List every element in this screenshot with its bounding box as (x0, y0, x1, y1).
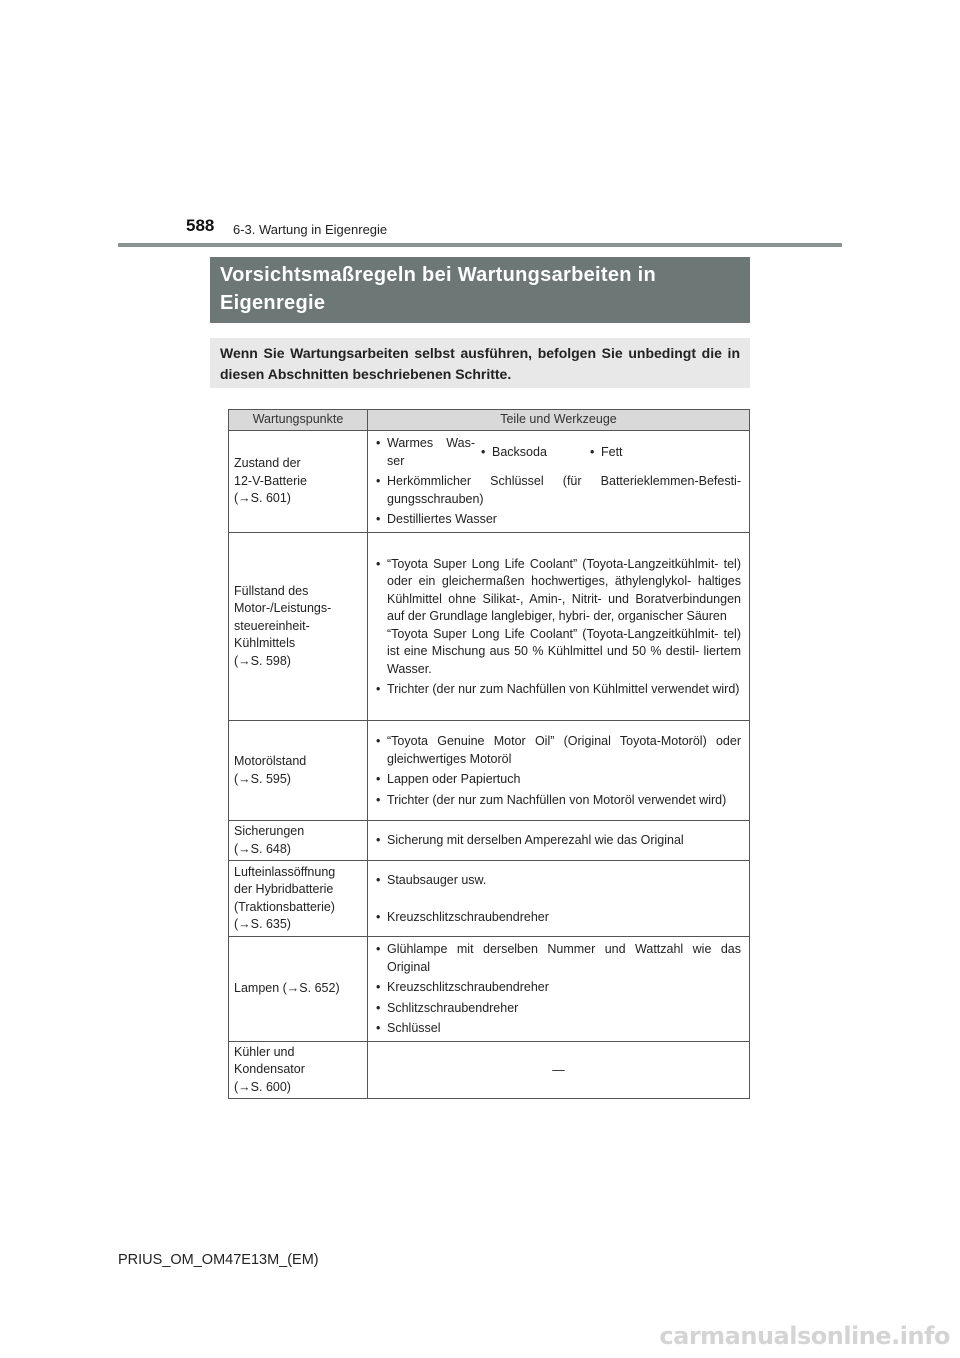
section-heading: 6-3. Wartung in Eigenregie (233, 222, 388, 237)
table-row (229, 821, 750, 861)
list-item: • Destilliertes Wasser (376, 511, 741, 529)
table-row (229, 721, 750, 821)
list-item-note: “Toyota Super Long Life Coolant” (Toyota-Langzeitkühlmit- tel) ist eine Mischung aus 50 % Kühlmittel und 50 % destil- liertem Wasser. (387, 626, 741, 676)
point-line: Kühlmittels (234, 636, 296, 651)
table-row (229, 431, 750, 533)
tools-cell (368, 533, 750, 721)
tools-list (376, 832, 741, 850)
column-header-maintenance-points: Wartungspunkte (229, 410, 368, 431)
list-item: • Schlitzschraubendreher (376, 1000, 741, 1018)
table-header-row (229, 410, 750, 431)
table-row (229, 533, 750, 721)
table-row (229, 937, 750, 1042)
maintenance-point-cell (229, 533, 368, 721)
list-item: • Herkömmlicher Schlüssel (für Batterieklemmen-Befesti- gungsschrauben) (376, 473, 741, 508)
point-line: (→S. 635) (234, 917, 291, 931)
list-item (376, 556, 741, 679)
point-line: (→S. 598) (234, 653, 291, 668)
tools-list (376, 733, 741, 809)
list-item: • Trichter (der nur zum Nachfüllen von Motoröl verwendet wird) (376, 792, 741, 810)
table-row (229, 1041, 750, 1099)
tools-list (376, 872, 741, 927)
maintenance-point-cell (229, 861, 368, 937)
tools-cell (368, 937, 750, 1042)
list-item-text: • “Toyota Super Long Life Coolant” (Toyota-Langzeitkühlmit- tel) oder ein gleichermaßen hochwertiges, äthylenglykol- haltiges Kühlmittel ohne Silikat-, Amin-, Nitrit- und Boratverbindungen auf der Grundlage langlebiger, hybri- der, organischer Säuren (387, 556, 741, 623)
intro-note: Wenn Sie Wartungsarbeiten selbst ausführen, befolgen Sie unbedingt die in diesen Abschnitten beschriebenen Schritte. (210, 338, 750, 388)
list-item: • Schlüssel (376, 1020, 741, 1038)
list-item: • Sicherung mit derselben Amperezahl wie das Original (376, 832, 741, 850)
point-line: Zustand der (234, 456, 301, 471)
point-line: Kühler und (234, 1044, 295, 1059)
column-header-parts-tools: Teile und Werkzeuge (368, 410, 750, 431)
point-line: (→S. 601) (234, 491, 291, 506)
tools-list (376, 473, 741, 529)
inline-item-group (376, 435, 741, 470)
list-item: • Kreuzschlitzschraubendreher (376, 979, 741, 997)
point-line: Motorölstand (234, 754, 307, 768)
table-row (229, 861, 750, 937)
point-line: (→S. 648) (234, 841, 291, 856)
point-line: Füllstand des (234, 583, 309, 598)
dash-placeholder: — (552, 1062, 565, 1077)
list-item: • Warmes Was- ser (376, 435, 475, 470)
page-number: 588 (186, 216, 215, 235)
maintenance-table (228, 409, 750, 1099)
page-title-line-1: Vorsichtsmaßregeln bei Wartungsarbeiten in (220, 264, 657, 286)
point-line: (→S. 600) (234, 1079, 291, 1094)
tools-cell (368, 861, 750, 937)
point-line: Kondensator (234, 1062, 305, 1076)
list-item: • Trichter (der nur zum Nachfüllen von Kühlmittel verwendet wird) (376, 681, 741, 699)
document-id: PRIUS_OM_OM47E13M_(EM) (118, 1252, 319, 1268)
maintenance-point-cell (229, 937, 368, 1042)
page-title (210, 257, 750, 323)
tools-cell (368, 821, 750, 861)
tools-list (376, 556, 741, 699)
point-line: (Traktionsbatterie) (234, 899, 335, 914)
list-item: • Lappen oder Papiertuch (376, 771, 741, 789)
maintenance-point-cell (229, 431, 368, 533)
watermark-logo: carmanualsonline.info (659, 1322, 950, 1350)
tools-cell (368, 431, 750, 533)
header-divider (118, 243, 842, 247)
point-line: steuereinheit- (234, 618, 310, 633)
point-line: Lampen (→S. 652) (234, 981, 340, 995)
point-line: Lufteinlassöffnung (234, 864, 336, 879)
point-line: Sicherungen (234, 824, 305, 838)
tools-cell (368, 721, 750, 821)
list-item: • Backsoda (481, 444, 584, 462)
list-item: • Glühlampe mit derselben Nummer und Wattzahl wie das Original (376, 941, 741, 976)
maintenance-point-cell (229, 821, 368, 861)
point-line: (→S. 595) (234, 771, 291, 786)
list-item: • “Toyota Genuine Motor Oil” (Original Toyota-Motoröl) oder gleichwertiges Motoröl (376, 733, 741, 768)
point-line: Motor-/Leistungs- (234, 601, 332, 616)
tools-list (376, 941, 741, 1038)
tools-cell-empty (368, 1041, 750, 1099)
list-item: • Staubsauger usw. (376, 872, 741, 890)
page-title-line-2: Eigenregie (220, 292, 326, 314)
point-line: der Hybridbatterie (234, 882, 334, 896)
maintenance-point-cell (229, 721, 368, 821)
maintenance-point-cell (229, 1041, 368, 1099)
list-item: • Kreuzschlitzschraubendreher (376, 909, 741, 927)
list-item: • Fett (590, 444, 623, 462)
point-line: 12-V-Batterie (234, 473, 307, 488)
